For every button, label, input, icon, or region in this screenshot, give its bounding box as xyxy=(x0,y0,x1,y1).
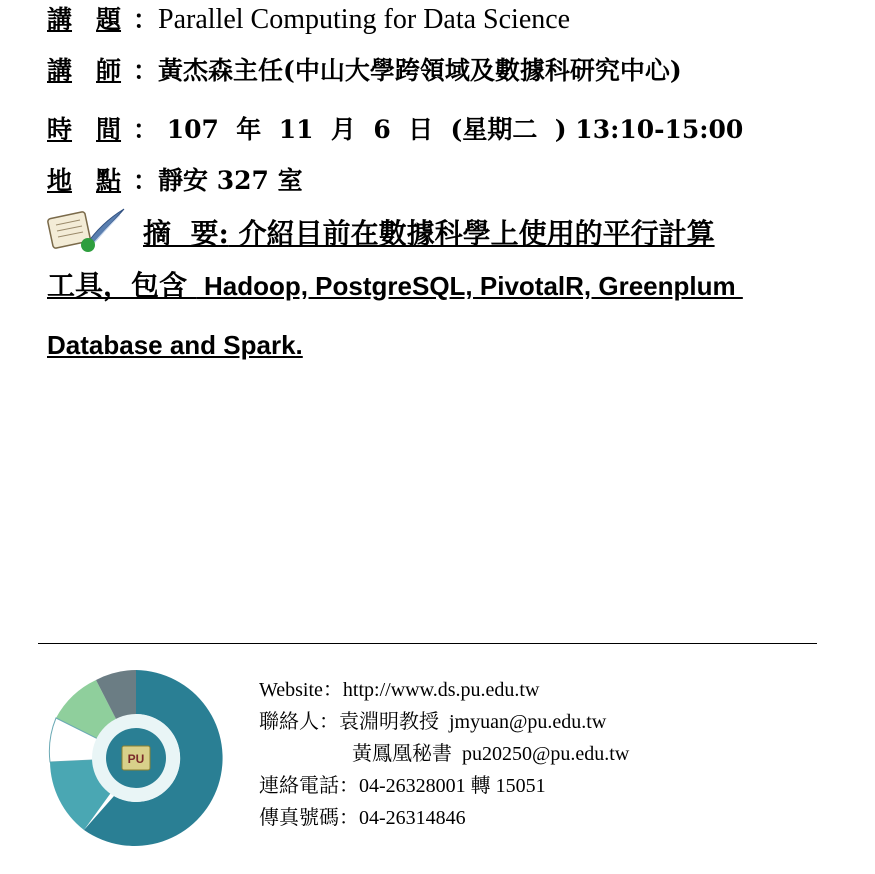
place-label: 地 點 xyxy=(47,166,122,195)
speaker-label: 講 師 xyxy=(47,56,122,85)
footer-divider xyxy=(38,643,817,644)
abstract-label: 摘 要: xyxy=(143,217,229,250)
abstract-line-2: 工具，包含 Hadoop, PostgreSQL, PivotalR, Greenplum xyxy=(47,269,743,302)
contact-1-email[interactable]: jmyuan@pu.edu.tw xyxy=(449,711,607,733)
time-value: 107 年 11 月 6 日 (星期二 ) 13:10-15:00 xyxy=(158,115,744,144)
quill-scroll-icon xyxy=(46,205,126,255)
abstract-line-1: 摘 要: 介紹目前在數據科學上使用的平行計算 xyxy=(143,217,715,250)
footer-phone: 連絡電話：04-26328001 轉 15051 xyxy=(259,775,546,797)
speaker-row: 講 師 ：黃杰森主任(中山大學跨領域及數據科研究中心) xyxy=(47,56,682,85)
footer-contact-2: 黃鳳凰秘書 pu20250@pu.edu.tw xyxy=(352,743,630,765)
topic-label: 講 題 xyxy=(47,5,122,34)
footer-fax: 傳真號碼：04-26314846 xyxy=(259,807,466,829)
footer-website: Website：http://www.ds.pu.edu.tw xyxy=(259,679,540,701)
time-row: 時 間 ： 107 年 11 月 6 日 (星期二 ) 13:10-15:00 xyxy=(47,115,744,144)
abstract-line-3: Database and Spark. xyxy=(47,330,303,360)
program-logo xyxy=(44,666,228,850)
svg-text:PU: PU xyxy=(127,752,145,766)
contact-2-email[interactable]: pu20250@pu.edu.tw xyxy=(462,743,630,765)
place-value: 靜安 327 室 xyxy=(158,166,303,195)
topic-row: 講 題 ：Parallel Computing for Data Science xyxy=(47,4,571,35)
topic-value: Parallel Computing for Data Science xyxy=(158,4,571,35)
place-row: 地 點 ：靜安 327 室 xyxy=(47,166,303,195)
speaker-value: 黃杰森主任(中山大學跨領域及數據科研究中心) xyxy=(158,56,682,85)
time-label: 時 間 xyxy=(47,115,122,144)
footer-contact-1: 聯絡人：袁淵明教授 jmyuan@pu.edu.tw xyxy=(259,711,607,733)
